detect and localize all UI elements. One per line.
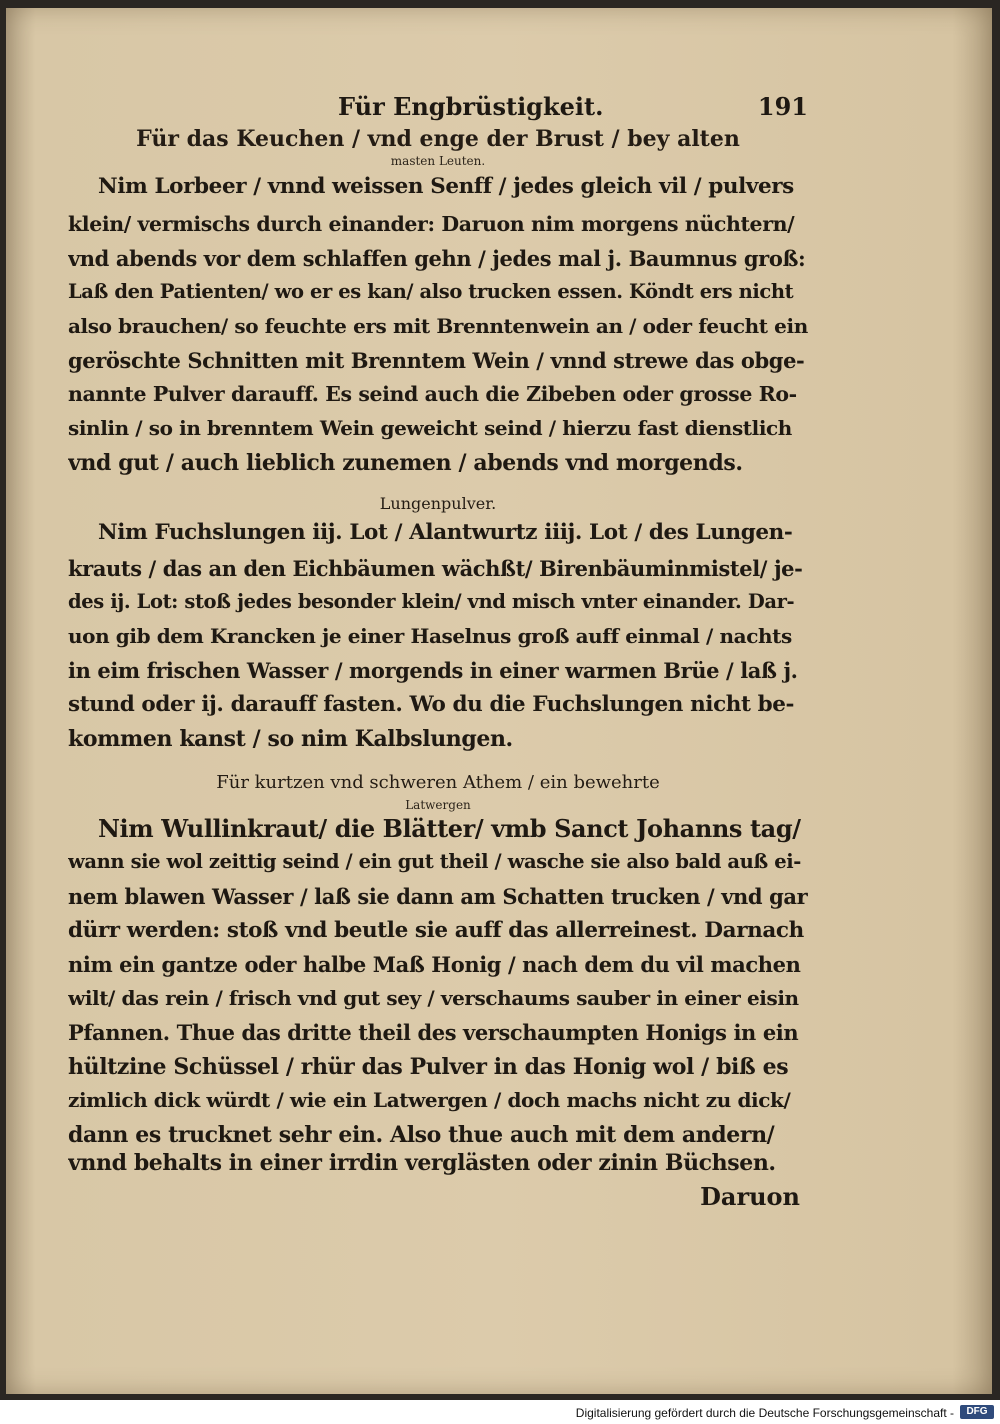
text-line: zimlich dick würdt / wie ein Latwergen / doch machs nicht zu dick/ — [68, 1088, 791, 1112]
text-line: krauts / das an den Eichbäumen wächßt/ Birenbäuminmistel/ je- — [68, 556, 803, 581]
text-line: dann es trucknet sehr ein. Also thue auch mit dem andern/ — [68, 1122, 775, 1148]
text-line: Laß den Patienten/ wo er es kan/ also trucken essen. Köndt ers nicht — [68, 280, 794, 303]
text-line: hültzine Schüssel / rhür das Pulver in das Honig wol / biß es — [68, 1054, 789, 1080]
section-heading: Lungenpulver. — [379, 494, 497, 513]
footer-bar — [0, 1400, 1000, 1424]
text-line: wilt/ das rein / frisch vnd gut sey / verschaums sauber in einer eisin — [68, 986, 799, 1010]
text-line: kommen kanst / so nim Kalbslungen. — [68, 726, 513, 752]
text-line: des ij. Lot: stoß jedes besonder klein/ vnd misch vnter einander. Dar- — [68, 590, 795, 613]
text-line: sinlin / so in brenntem Wein geweicht seind / hierzu fast dienstlich — [68, 416, 792, 440]
text-line: nem blawen Wasser / laß sie dann am Schatten trucken / vnd gar — [68, 884, 808, 909]
text-line: vnnd behalts in einer irrdin verglästen oder zinin Büchsen. — [68, 1150, 776, 1176]
text-line: geröschte Schnitten mit Brenntem Wein / vnnd strewe das obge- — [68, 348, 805, 373]
text-line: vnd abends vor dem schlaffen gehn / jedes mal j. Baumnus groß: — [68, 246, 806, 271]
running-head-title: Für Engbrüstigkeit. — [338, 92, 604, 121]
text-line: uon gib dem Krancken je einer Haselnus groß auff einmal / nachts — [68, 624, 792, 648]
text-line: Nim Wullinkraut/ die Blätter/ vmb Sanct Johanns tag/ — [98, 814, 801, 843]
section-subheading: masten Leuten. — [390, 154, 486, 168]
catchword: Daruon — [700, 1182, 800, 1211]
text-line: stund oder ij. darauff fasten. Wo du die Fuchslungen nicht be- — [68, 692, 795, 717]
section-subheading: Latwergen — [405, 798, 471, 812]
text-line: in eim frischen Wasser / morgends in einer warmen Brüe / laß j. — [68, 658, 798, 683]
text-line: vnd gut / auch lieblich zunemen / abends vnd morgends. — [68, 450, 743, 476]
section-heading: Für kurtzen vnd schweren Athem / ein bewehrte — [216, 772, 660, 793]
text-line: nim ein gantze oder halbe Maß Honig / nach dem du vil machen — [68, 952, 801, 977]
text-line: Pfannen. Thue das dritte theil des verschaumpten Honigs in ein — [68, 1020, 799, 1045]
section-heading: Für das Keuchen / vnd enge der Brust / bey alten — [136, 126, 740, 152]
running-head — [68, 92, 808, 122]
text-line: nannte Pulver darauff. Es seind auch die Zibeben oder grosse Ro- — [68, 382, 797, 406]
text-line: Nim Fuchslungen iij. Lot / Alantwurtz iiij. Lot / des Lungen- — [98, 520, 793, 545]
text-line: wann sie wol zeittig seind / ein gut theil / wasche sie also bald auß ei- — [68, 850, 801, 873]
page-number: 191 — [757, 92, 808, 121]
text-line: also brauchen/ so feuchte ers mit Brenntenwein an / oder feucht ein — [68, 314, 808, 338]
funding-notice: Digitalisierung gefördert durch die Deutsche Forschungsgemeinschaft - — [575, 1406, 954, 1420]
text-line: dürr werden: stoß vnd beutle sie auff das allerreinest. Darnach — [68, 918, 804, 943]
text-line: Nim Lorbeer / vnnd weissen Senff / jedes gleich vil / pulvers — [98, 174, 794, 199]
text-line: klein/ vermischs durch einander: Daruon nim morgens nüchtern/ — [68, 212, 795, 236]
book-page — [6, 8, 992, 1394]
page-text-block — [68, 8, 808, 1394]
dfg-logo-icon: DFG — [960, 1405, 994, 1419]
